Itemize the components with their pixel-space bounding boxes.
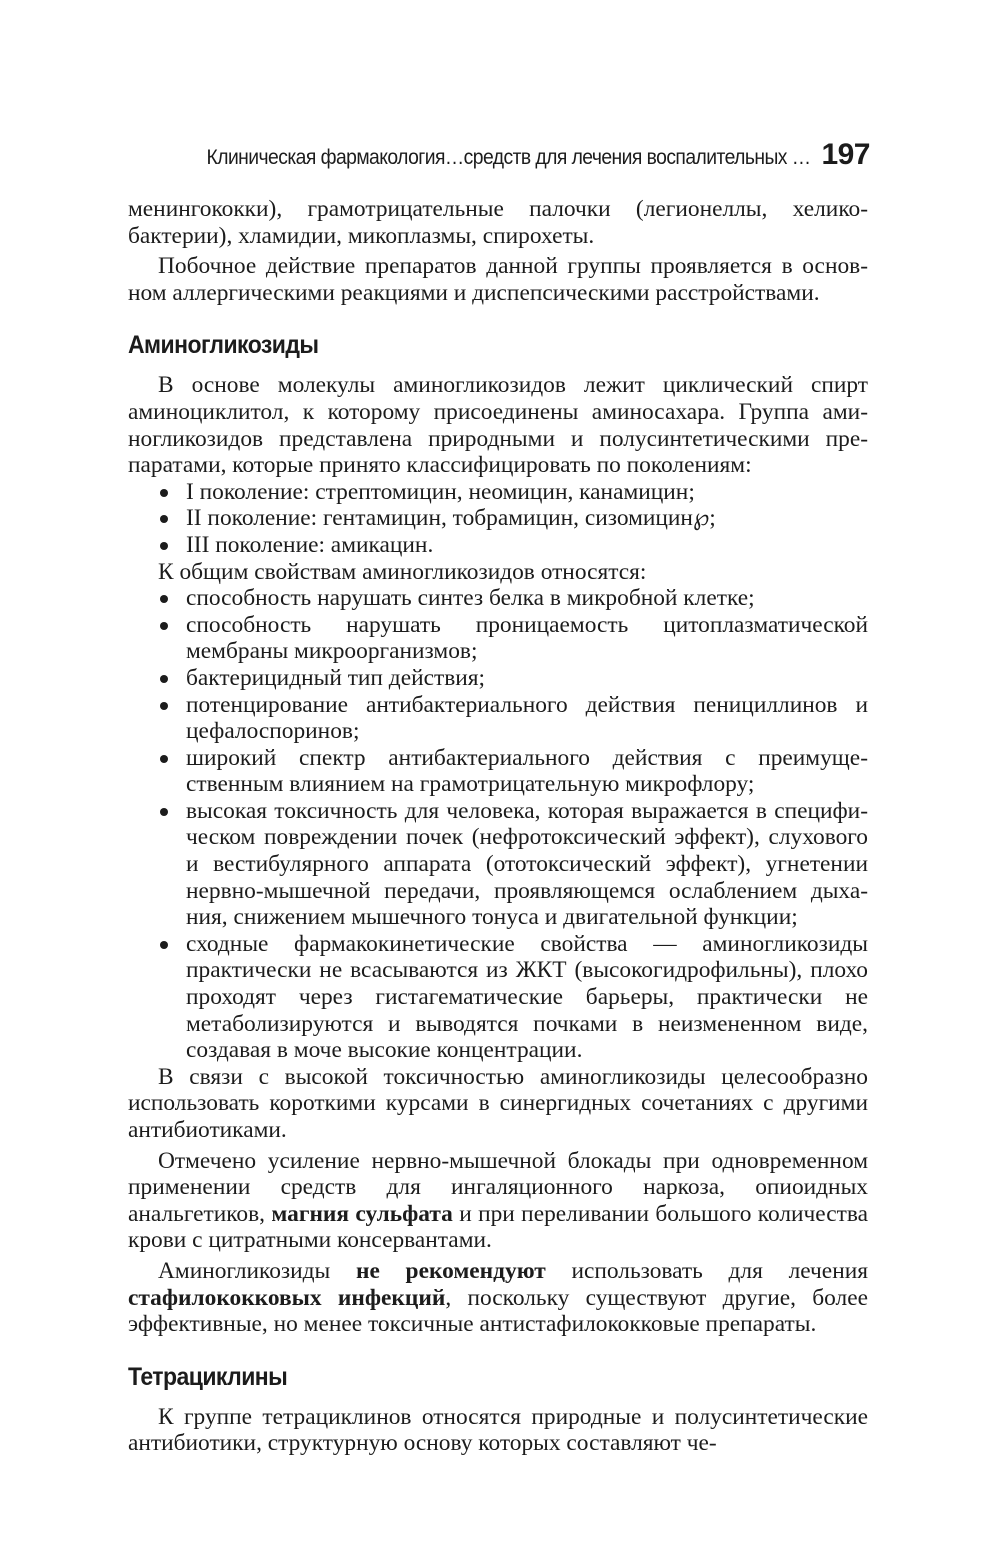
paragraph: Аминогликозиды не рекомендуют использовать для лечения стафилококковых инфекций, поскольку существуют другие, более эффективные, но менее токсичные антистафилококковые препараты. <box>128 1257 868 1338</box>
properties-list <box>128 585 868 1064</box>
list-item: III поколение: амикацин. <box>128 532 868 559</box>
paragraph: В связи с высокой токсичностью аминогликозиды целесообразно использовать короткими курсами в синергидных сочетаниях с другими антибиотиками. <box>128 1063 868 1143</box>
list-item: II поколение: гентамицин, тобрамицин, сизомицин℘; <box>128 505 868 532</box>
paragraph: К группе тетрациклинов относятся природные и полусинтетические антибиотики, структурную основу которых составляют че- <box>128 1403 868 1457</box>
bullet-icon <box>160 515 168 523</box>
emphasis: стафилококковых инфекций <box>128 1284 446 1311</box>
page-number: 197 <box>821 138 870 171</box>
emphasis: магния сульфата <box>271 1200 453 1227</box>
paragraph: Отмечено усиление нервно-мышечной блокады при одновременном применении средств для ингаляционного наркоза, опиоидных анальгетиков, магния сульфата и при переливании большого количества крови с цитратными консервантами. <box>128 1147 868 1254</box>
bullet-icon <box>160 542 168 550</box>
paragraph: В основе молекулы аминогликозидов лежит циклический спирт аминоциклитол, к которому присоединены аминосахара. Группа аминогликозидов представлена природными и полусинтетическими препаратами, которые принято классифицировать по поколениям: <box>128 372 868 479</box>
bullet-icon <box>160 595 168 603</box>
list-item: I поколение: стрептомицин, неомицин, канамицин; <box>128 479 868 506</box>
page-body <box>128 196 868 1457</box>
list-item: потенцирование антибактериального действия пенициллинов и цефалоспоринов; <box>128 692 868 745</box>
bullet-icon <box>160 808 168 816</box>
bullet-icon <box>160 489 168 497</box>
emphasis: не рекомендуют <box>355 1257 546 1284</box>
section-heading-tetracyclines: Тетрациклины <box>128 1362 288 1391</box>
list-item: способность нарушать синтез белка в микробной клетке; <box>128 585 868 612</box>
running-header <box>128 138 870 172</box>
generations-list <box>128 479 868 559</box>
list-item: широкий спектр антибактериального действия с преимущественным влиянием на грамотрицательную микрофлору; <box>128 745 868 798</box>
running-title: Клиническая фармакология…средств для лечения воспалительных … <box>206 146 811 169</box>
bullet-icon <box>160 941 168 949</box>
list-item: сходные фармакокинетические свойства — аминогликозиды практически не всасываются из ЖКТ (высокогидрофильны), плохо проходят через гистагематические барьеры, практически не метаболизируются и выводятся почками в неизмененном виде, создавая в моче высокие концентрации. <box>128 931 868 1064</box>
list-item: бактерицидный тип действия; <box>128 665 868 692</box>
list-item: высокая токсичность для человека, которая выражается в специфическом повреждении почек (нефротоксический эффект), слухового и вестибулярного аппарата (ототоксический эффект), угнетении нервно-мышечной передачи, проявляющемся ослаблением дыхания, снижением мышечного тонуса и двигательной функции; <box>128 798 868 931</box>
paragraph: менингококки), грамотрицательные палочки (легионеллы, хеликобактерии), хламидии, микоплазмы, спирохеты. <box>128 196 868 249</box>
paragraph: К общим свойствам аминогликозидов относятся: <box>158 558 647 585</box>
bullet-icon <box>160 702 168 710</box>
bullet-icon <box>160 622 168 630</box>
section-heading-aminoglycosides: Аминогликозиды <box>128 331 319 360</box>
paragraph: Побочное действие препаратов данной группы проявляется в основном аллергическими реакциями и диспепсическими расстройствами. <box>128 253 868 306</box>
bullet-icon <box>160 675 168 683</box>
bullet-icon <box>160 755 168 763</box>
list-item: способность нарушать проницаемость цитоплазматической мембраны микроорганизмов; <box>128 612 868 665</box>
